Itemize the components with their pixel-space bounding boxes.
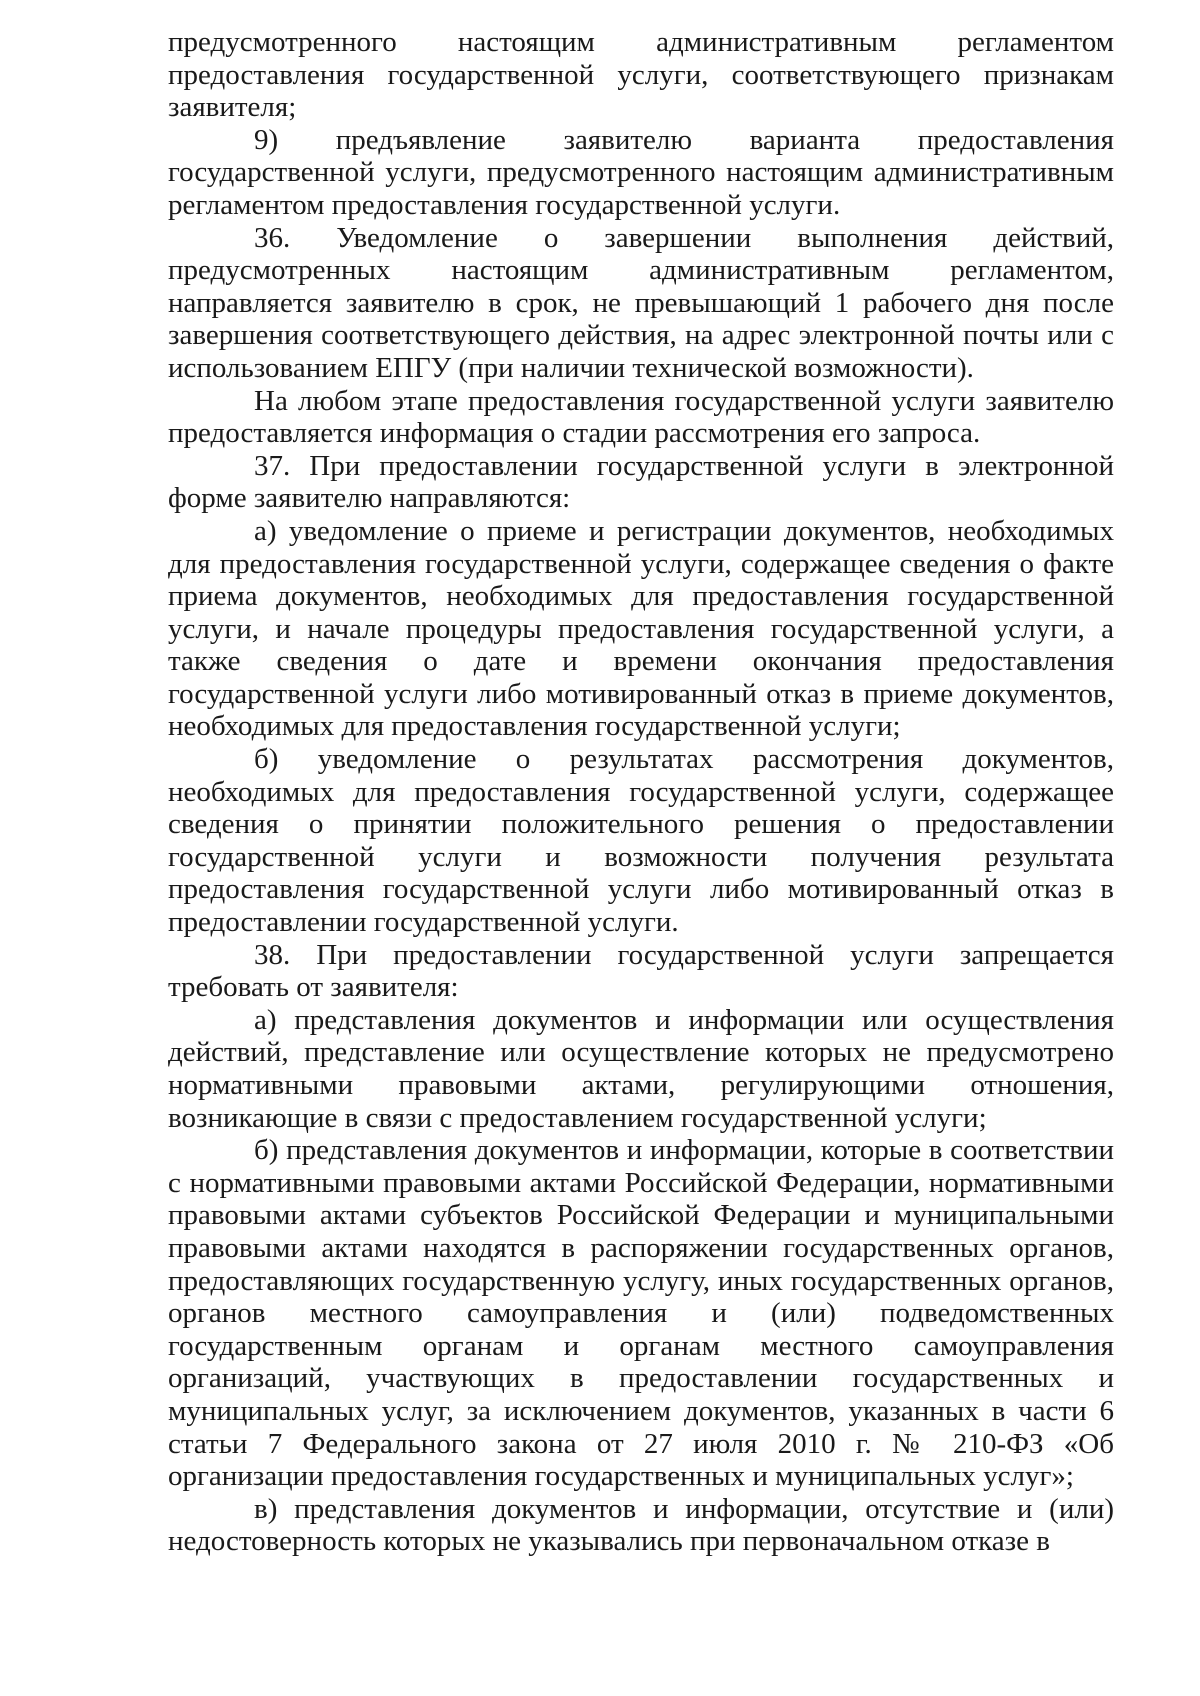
paragraph-37: 37. При предоставлении государственной услуги в электронной форме заявителю направляются: — [168, 449, 1114, 515]
paragraph-item-9: 9) предъявление заявителю варианта предоставления государственной услуги, предусмотренного настоящим административным регламентом предоставления государственной услуги. — [168, 123, 1114, 221]
paragraph-37-b: б) уведомление о результатах рассмотрения документов, необходимых для предоставления государственной услуги, содержащее сведения о принятии положительного решения о предоставлении государственной услуги и возможности получения результата предоставления государственной услуги либо мотивированный отказ в предоставлении государственной услуги. — [168, 743, 1114, 939]
paragraph-continuation: предусмотренного настоящим административным регламентом предоставления государственной услуги, соответствующего признакам заявителя; — [168, 26, 1114, 124]
paragraph-36: 36. Уведомление о завершении выполнения действий, предусмотренных настоящим административным регламентом, направляется заявителю в срок, не превышающий 1 рабочего дня после завершения соответствующего действия, на адрес электронной почты или с использованием ЕПГУ (при наличии технической возможности). — [168, 221, 1114, 384]
paragraph-36-stage-info: На любом этапе предоставления государственной услуги заявителю предоставляется информация о стадии рассмотрения его запроса. — [168, 384, 1114, 450]
document-body — [168, 26, 1114, 1558]
paragraph-38: 38. При предоставлении государственной услуги запрещается требовать от заявителя: — [168, 938, 1114, 1004]
paragraph-38-a: а) представления документов и информации или осуществления действий, представление или осуществление которых не предусмотрено нормативными правовыми актами, регулирующими отношения, возникающие в связи с предоставлением государственной услуги; — [168, 1003, 1114, 1134]
paragraph-38-b: б) представления документов и информации, которые в соответствии с нормативными правовыми актами Российской Федерации, нормативными правовыми актами субъектов Российской Федерации и муниципальными правовыми актами находятся в распоряжении государственных органов, предоставляющих государственную услугу, иных государственных органов, органов местного самоуправления и (или) подведомственных государственным органам и органам местного самоуправления организаций, участвующих в предоставлении государственных и муниципальных услуг, за исключением документов, указанных в части 6 статьи 7 Федерального закона от 27 июля 2010 г. № 210-ФЗ «Об организации предоставления государственных и муниципальных услуг»; — [168, 1134, 1114, 1493]
paragraph-38-v: в) представления документов и информации, отсутствие и (или) недостоверность которых не указывались при первоначальном отказе в — [168, 1492, 1114, 1558]
paragraph-37-a: а) уведомление о приеме и регистрации документов, необходимых для предоставления государственной услуги, содержащее сведения о факте приема документов, необходимых для предоставления государственной услуги, и начале процедуры предоставления государственной услуги, а также сведения о дате и времени окончания предоставления государственной услуги либо мотивированный отказ в приеме документов, необходимых для предоставления государственной услуги; — [168, 514, 1114, 743]
